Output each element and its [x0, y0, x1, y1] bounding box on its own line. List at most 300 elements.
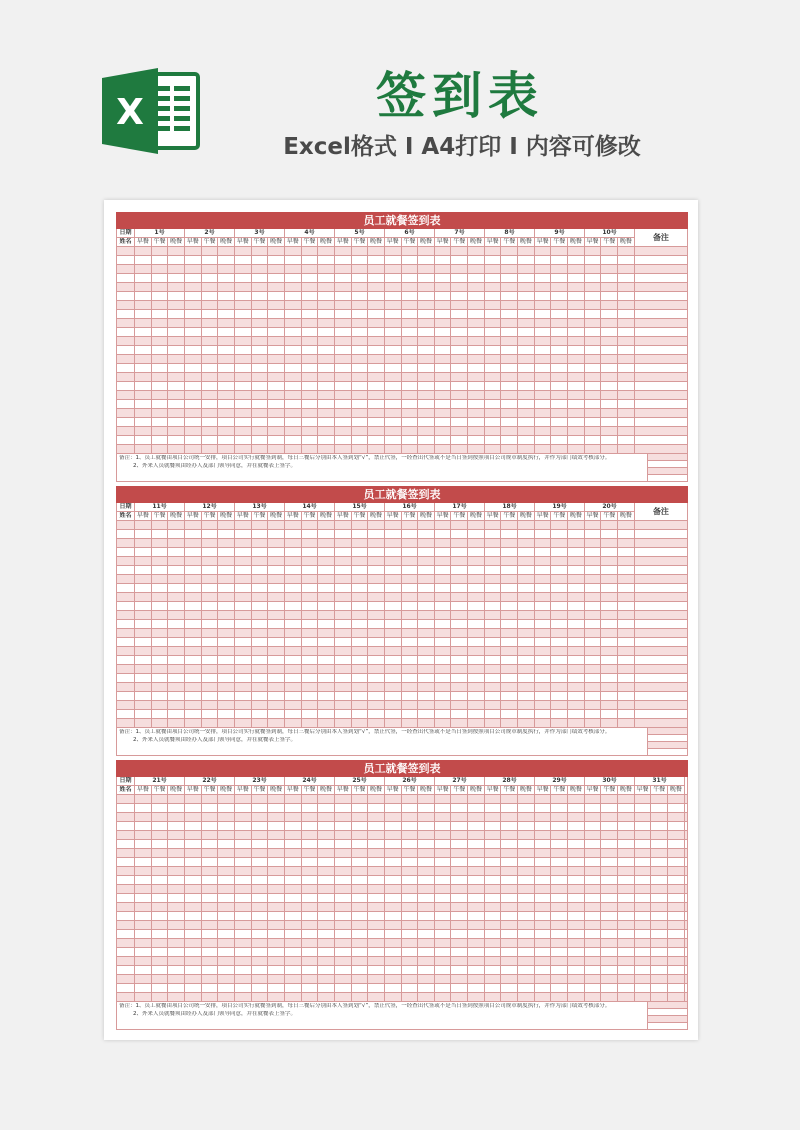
- sign-cell[interactable]: [568, 876, 585, 885]
- sign-cell[interactable]: [318, 530, 335, 539]
- sign-cell[interactable]: [618, 975, 635, 984]
- sign-cell[interactable]: [468, 701, 485, 710]
- sign-cell[interactable]: [451, 831, 468, 840]
- sign-cell[interactable]: [268, 629, 285, 638]
- sign-cell[interactable]: [651, 993, 668, 1002]
- sign-cell[interactable]: [318, 539, 335, 548]
- sign-cell[interactable]: [285, 939, 302, 948]
- sign-cell[interactable]: [385, 436, 402, 445]
- sign-cell[interactable]: [352, 373, 369, 382]
- name-cell[interactable]: [116, 903, 135, 912]
- sign-cell[interactable]: [485, 521, 502, 530]
- sign-cell[interactable]: [352, 548, 369, 557]
- sign-cell[interactable]: [568, 831, 585, 840]
- sign-cell[interactable]: [218, 939, 235, 948]
- sign-cell[interactable]: [468, 903, 485, 912]
- sign-cell[interactable]: [268, 256, 285, 265]
- sign-cell[interactable]: [451, 283, 468, 292]
- sign-cell[interactable]: [152, 840, 169, 849]
- sign-cell[interactable]: [235, 957, 252, 966]
- sign-cell[interactable]: [535, 593, 552, 602]
- sign-cell[interactable]: [618, 548, 635, 557]
- sign-cell[interactable]: [152, 894, 169, 903]
- sign-cell[interactable]: [668, 876, 685, 885]
- sign-cell[interactable]: [352, 301, 369, 310]
- sign-cell[interactable]: [185, 822, 202, 831]
- sign-cell[interactable]: [252, 436, 269, 445]
- sign-cell[interactable]: [435, 840, 452, 849]
- sign-cell[interactable]: [485, 894, 502, 903]
- sign-cell[interactable]: [135, 530, 152, 539]
- sign-cell[interactable]: [302, 530, 319, 539]
- sign-cell[interactable]: [235, 804, 252, 813]
- sign-cell[interactable]: [551, 382, 568, 391]
- sign-cell[interactable]: [568, 804, 585, 813]
- sign-cell[interactable]: [152, 548, 169, 557]
- sign-cell[interactable]: [318, 328, 335, 337]
- sign-cell[interactable]: [518, 337, 535, 346]
- name-cell[interactable]: [116, 418, 135, 427]
- sign-cell[interactable]: [302, 638, 319, 647]
- sign-cell[interactable]: [202, 993, 219, 1002]
- sign-cell[interactable]: [585, 804, 602, 813]
- sign-cell[interactable]: [551, 548, 568, 557]
- sign-cell[interactable]: [585, 629, 602, 638]
- sign-cell[interactable]: [618, 984, 635, 993]
- sign-cell[interactable]: [202, 921, 219, 930]
- sign-cell[interactable]: [368, 683, 385, 692]
- sign-cell[interactable]: [635, 831, 652, 840]
- sign-cell[interactable]: [285, 858, 302, 867]
- sign-cell[interactable]: [485, 409, 502, 418]
- sign-cell[interactable]: [568, 445, 585, 454]
- sign-cell[interactable]: [518, 539, 535, 548]
- sign-cell[interactable]: [601, 795, 618, 804]
- sign-cell[interactable]: [202, 876, 219, 885]
- sign-cell[interactable]: [152, 373, 169, 382]
- sign-cell[interactable]: [168, 427, 185, 436]
- sign-cell[interactable]: [535, 427, 552, 436]
- name-cell[interactable]: [116, 813, 135, 822]
- sign-cell[interactable]: [135, 400, 152, 409]
- sign-cell[interactable]: [468, 966, 485, 975]
- sign-cell[interactable]: [335, 319, 352, 328]
- sign-cell[interactable]: [451, 804, 468, 813]
- sign-cell[interactable]: [135, 557, 152, 566]
- sign-cell[interactable]: [468, 355, 485, 364]
- sign-cell[interactable]: [451, 292, 468, 301]
- sign-cell[interactable]: [268, 665, 285, 674]
- sign-cell[interactable]: [568, 701, 585, 710]
- sign-cell[interactable]: [601, 683, 618, 692]
- name-cell[interactable]: [116, 584, 135, 593]
- sign-cell[interactable]: [252, 530, 269, 539]
- sign-cell[interactable]: [451, 602, 468, 611]
- sign-cell[interactable]: [135, 418, 152, 427]
- sign-cell[interactable]: [335, 391, 352, 400]
- remark-cell[interactable]: [635, 373, 688, 382]
- sign-cell[interactable]: [551, 665, 568, 674]
- sign-cell[interactable]: [335, 310, 352, 319]
- sign-cell[interactable]: [585, 539, 602, 548]
- sign-cell[interactable]: [668, 948, 685, 957]
- sign-cell[interactable]: [135, 445, 152, 454]
- sign-cell[interactable]: [485, 966, 502, 975]
- sign-cell[interactable]: [252, 849, 269, 858]
- sign-cell[interactable]: [551, 656, 568, 665]
- sign-cell[interactable]: [485, 674, 502, 683]
- sign-cell[interactable]: [618, 638, 635, 647]
- sign-cell[interactable]: [168, 876, 185, 885]
- sign-cell[interactable]: [402, 719, 419, 728]
- sign-cell[interactable]: [402, 912, 419, 921]
- sign-cell[interactable]: [152, 337, 169, 346]
- sign-cell[interactable]: [585, 355, 602, 364]
- sign-cell[interactable]: [635, 804, 652, 813]
- sign-cell[interactable]: [551, 894, 568, 903]
- remark-cell[interactable]: [685, 912, 688, 921]
- sign-cell[interactable]: [601, 337, 618, 346]
- sign-cell[interactable]: [501, 683, 518, 692]
- sign-cell[interactable]: [568, 310, 585, 319]
- sign-cell[interactable]: [152, 674, 169, 683]
- sign-cell[interactable]: [235, 292, 252, 301]
- sign-cell[interactable]: [518, 647, 535, 656]
- sign-cell[interactable]: [551, 948, 568, 957]
- sign-cell[interactable]: [651, 975, 668, 984]
- sign-cell[interactable]: [202, 319, 219, 328]
- sign-cell[interactable]: [152, 993, 169, 1002]
- sign-cell[interactable]: [185, 292, 202, 301]
- sign-cell[interactable]: [202, 858, 219, 867]
- sign-cell[interactable]: [402, 521, 419, 530]
- sign-cell[interactable]: [202, 894, 219, 903]
- sign-cell[interactable]: [618, 894, 635, 903]
- sign-cell[interactable]: [451, 629, 468, 638]
- sign-cell[interactable]: [335, 638, 352, 647]
- sign-cell[interactable]: [651, 804, 668, 813]
- sign-cell[interactable]: [601, 292, 618, 301]
- sign-cell[interactable]: [302, 566, 319, 575]
- sign-cell[interactable]: [451, 247, 468, 256]
- sign-cell[interactable]: [501, 265, 518, 274]
- sign-cell[interactable]: [268, 418, 285, 427]
- sign-cell[interactable]: [451, 584, 468, 593]
- sign-cell[interactable]: [518, 674, 535, 683]
- sign-cell[interactable]: [501, 427, 518, 436]
- sign-cell[interactable]: [168, 436, 185, 445]
- sign-cell[interactable]: [551, 984, 568, 993]
- sign-cell[interactable]: [402, 557, 419, 566]
- sign-cell[interactable]: [568, 265, 585, 274]
- sign-cell[interactable]: [435, 975, 452, 984]
- sign-cell[interactable]: [618, 521, 635, 530]
- sign-cell[interactable]: [518, 638, 535, 647]
- sign-cell[interactable]: [501, 930, 518, 939]
- sign-cell[interactable]: [152, 521, 169, 530]
- sign-cell[interactable]: [618, 247, 635, 256]
- sign-cell[interactable]: [135, 292, 152, 301]
- sign-cell[interactable]: [501, 849, 518, 858]
- sign-cell[interactable]: [501, 975, 518, 984]
- sign-cell[interactable]: [568, 337, 585, 346]
- name-cell[interactable]: [116, 557, 135, 566]
- sign-cell[interactable]: [535, 337, 552, 346]
- sign-cell[interactable]: [368, 382, 385, 391]
- sign-cell[interactable]: [218, 548, 235, 557]
- sign-cell[interactable]: [218, 813, 235, 822]
- sign-cell[interactable]: [501, 629, 518, 638]
- sign-cell[interactable]: [352, 445, 369, 454]
- sign-cell[interactable]: [551, 310, 568, 319]
- sign-cell[interactable]: [285, 656, 302, 665]
- sign-cell[interactable]: [551, 391, 568, 400]
- sign-cell[interactable]: [268, 795, 285, 804]
- name-cell[interactable]: [116, 530, 135, 539]
- sign-cell[interactable]: [218, 701, 235, 710]
- sign-cell[interactable]: [435, 966, 452, 975]
- sign-cell[interactable]: [668, 894, 685, 903]
- sign-cell[interactable]: [635, 876, 652, 885]
- sign-cell[interactable]: [235, 548, 252, 557]
- sign-cell[interactable]: [485, 400, 502, 409]
- sign-cell[interactable]: [468, 274, 485, 283]
- sign-cell[interactable]: [501, 310, 518, 319]
- sign-cell[interactable]: [518, 939, 535, 948]
- sign-cell[interactable]: [318, 620, 335, 629]
- sign-cell[interactable]: [152, 930, 169, 939]
- sign-cell[interactable]: [468, 795, 485, 804]
- sign-cell[interactable]: [252, 647, 269, 656]
- sign-cell[interactable]: [335, 400, 352, 409]
- sign-cell[interactable]: [451, 548, 468, 557]
- sign-cell[interactable]: [218, 611, 235, 620]
- sign-cell[interactable]: [585, 521, 602, 530]
- sign-cell[interactable]: [451, 337, 468, 346]
- sign-cell[interactable]: [635, 903, 652, 912]
- sign-cell[interactable]: [152, 912, 169, 921]
- sign-cell[interactable]: [285, 364, 302, 373]
- remark-cell[interactable]: [635, 337, 688, 346]
- sign-cell[interactable]: [585, 647, 602, 656]
- sign-cell[interactable]: [435, 876, 452, 885]
- sign-cell[interactable]: [318, 638, 335, 647]
- sign-cell[interactable]: [535, 656, 552, 665]
- sign-cell[interactable]: [501, 692, 518, 701]
- sign-cell[interactable]: [135, 638, 152, 647]
- sign-cell[interactable]: [335, 382, 352, 391]
- sign-cell[interactable]: [518, 566, 535, 575]
- sign-cell[interactable]: [218, 903, 235, 912]
- sign-cell[interactable]: [585, 400, 602, 409]
- sign-cell[interactable]: [402, 692, 419, 701]
- sign-cell[interactable]: [285, 966, 302, 975]
- sign-cell[interactable]: [535, 539, 552, 548]
- sign-cell[interactable]: [352, 710, 369, 719]
- sign-cell[interactable]: [318, 984, 335, 993]
- sign-cell[interactable]: [368, 692, 385, 701]
- sign-cell[interactable]: [185, 701, 202, 710]
- sign-cell[interactable]: [285, 674, 302, 683]
- sign-cell[interactable]: [618, 912, 635, 921]
- sign-cell[interactable]: [535, 319, 552, 328]
- sign-cell[interactable]: [268, 692, 285, 701]
- sign-cell[interactable]: [185, 445, 202, 454]
- sign-cell[interactable]: [435, 948, 452, 957]
- sign-cell[interactable]: [152, 921, 169, 930]
- sign-cell[interactable]: [335, 804, 352, 813]
- sign-cell[interactable]: [435, 557, 452, 566]
- sign-cell[interactable]: [285, 310, 302, 319]
- sign-cell[interactable]: [185, 629, 202, 638]
- sign-cell[interactable]: [418, 831, 435, 840]
- sign-cell[interactable]: [501, 364, 518, 373]
- sign-cell[interactable]: [435, 593, 452, 602]
- sign-cell[interactable]: [485, 795, 502, 804]
- sign-cell[interactable]: [601, 876, 618, 885]
- sign-cell[interactable]: [135, 256, 152, 265]
- sign-cell[interactable]: [218, 921, 235, 930]
- sign-cell[interactable]: [202, 310, 219, 319]
- sign-cell[interactable]: [235, 328, 252, 337]
- sign-cell[interactable]: [335, 584, 352, 593]
- sign-cell[interactable]: [335, 364, 352, 373]
- sign-cell[interactable]: [202, 593, 219, 602]
- sign-cell[interactable]: [435, 391, 452, 400]
- sign-cell[interactable]: [635, 912, 652, 921]
- sign-cell[interactable]: [501, 548, 518, 557]
- sign-cell[interactable]: [501, 876, 518, 885]
- sign-cell[interactable]: [368, 629, 385, 638]
- sign-cell[interactable]: [518, 719, 535, 728]
- sign-cell[interactable]: [601, 557, 618, 566]
- sign-cell[interactable]: [501, 840, 518, 849]
- sign-cell[interactable]: [318, 903, 335, 912]
- remark-cell[interactable]: [635, 247, 688, 256]
- sign-cell[interactable]: [135, 274, 152, 283]
- sign-cell[interactable]: [402, 602, 419, 611]
- sign-cell[interactable]: [352, 400, 369, 409]
- sign-cell[interactable]: [585, 310, 602, 319]
- sign-cell[interactable]: [202, 265, 219, 274]
- sign-cell[interactable]: [618, 557, 635, 566]
- sign-cell[interactable]: [218, 337, 235, 346]
- sign-cell[interactable]: [485, 876, 502, 885]
- sign-cell[interactable]: [168, 557, 185, 566]
- sign-cell[interactable]: [218, 849, 235, 858]
- sign-cell[interactable]: [518, 611, 535, 620]
- sign-cell[interactable]: [218, 445, 235, 454]
- sign-cell[interactable]: [451, 683, 468, 692]
- sign-cell[interactable]: [302, 692, 319, 701]
- sign-cell[interactable]: [435, 382, 452, 391]
- sign-cell[interactable]: [451, 400, 468, 409]
- sign-cell[interactable]: [501, 521, 518, 530]
- sign-cell[interactable]: [485, 346, 502, 355]
- sign-cell[interactable]: [235, 620, 252, 629]
- sign-cell[interactable]: [618, 831, 635, 840]
- sign-cell[interactable]: [318, 719, 335, 728]
- sign-cell[interactable]: [568, 930, 585, 939]
- sign-cell[interactable]: [385, 984, 402, 993]
- sign-cell[interactable]: [352, 521, 369, 530]
- sign-cell[interactable]: [218, 858, 235, 867]
- sign-cell[interactable]: [485, 683, 502, 692]
- name-cell[interactable]: [116, 840, 135, 849]
- sign-cell[interactable]: [468, 548, 485, 557]
- sign-cell[interactable]: [285, 692, 302, 701]
- sign-cell[interactable]: [318, 364, 335, 373]
- sign-cell[interactable]: [568, 521, 585, 530]
- sign-cell[interactable]: [285, 948, 302, 957]
- sign-cell[interactable]: [451, 903, 468, 912]
- sign-cell[interactable]: [568, 557, 585, 566]
- sign-cell[interactable]: [202, 719, 219, 728]
- sign-cell[interactable]: [418, 310, 435, 319]
- sign-cell[interactable]: [152, 647, 169, 656]
- sign-cell[interactable]: [302, 265, 319, 274]
- sign-cell[interactable]: [318, 629, 335, 638]
- sign-cell[interactable]: [152, 319, 169, 328]
- sign-cell[interactable]: [485, 912, 502, 921]
- sign-cell[interactable]: [202, 885, 219, 894]
- sign-cell[interactable]: [168, 247, 185, 256]
- sign-cell[interactable]: [185, 611, 202, 620]
- sign-cell[interactable]: [335, 993, 352, 1002]
- sign-cell[interactable]: [601, 647, 618, 656]
- sign-cell[interactable]: [518, 301, 535, 310]
- sign-cell[interactable]: [418, 602, 435, 611]
- sign-cell[interactable]: [335, 831, 352, 840]
- sign-cell[interactable]: [418, 984, 435, 993]
- sign-cell[interactable]: [402, 337, 419, 346]
- sign-cell[interactable]: [252, 611, 269, 620]
- sign-cell[interactable]: [302, 418, 319, 427]
- sign-cell[interactable]: [252, 319, 269, 328]
- sign-cell[interactable]: [585, 719, 602, 728]
- sign-cell[interactable]: [651, 813, 668, 822]
- sign-cell[interactable]: [135, 683, 152, 692]
- sign-cell[interactable]: [185, 674, 202, 683]
- sign-cell[interactable]: [418, 957, 435, 966]
- sign-cell[interactable]: [402, 984, 419, 993]
- sign-cell[interactable]: [335, 674, 352, 683]
- sign-cell[interactable]: [252, 265, 269, 274]
- sign-cell[interactable]: [285, 849, 302, 858]
- sign-cell[interactable]: [368, 620, 385, 629]
- sign-cell[interactable]: [651, 894, 668, 903]
- name-cell[interactable]: [116, 674, 135, 683]
- sign-cell[interactable]: [402, 849, 419, 858]
- sign-cell[interactable]: [285, 885, 302, 894]
- sign-cell[interactable]: [635, 984, 652, 993]
- sign-cell[interactable]: [402, 638, 419, 647]
- sign-cell[interactable]: [368, 984, 385, 993]
- sign-cell[interactable]: [668, 831, 685, 840]
- sign-cell[interactable]: [202, 665, 219, 674]
- sign-cell[interactable]: [352, 647, 369, 656]
- sign-cell[interactable]: [285, 409, 302, 418]
- sign-cell[interactable]: [402, 391, 419, 400]
- sign-cell[interactable]: [668, 804, 685, 813]
- sign-cell[interactable]: [402, 548, 419, 557]
- sign-cell[interactable]: [585, 638, 602, 647]
- sign-cell[interactable]: [218, 602, 235, 611]
- sign-cell[interactable]: [585, 364, 602, 373]
- sign-cell[interactable]: [335, 409, 352, 418]
- sign-cell[interactable]: [268, 683, 285, 692]
- sign-cell[interactable]: [185, 319, 202, 328]
